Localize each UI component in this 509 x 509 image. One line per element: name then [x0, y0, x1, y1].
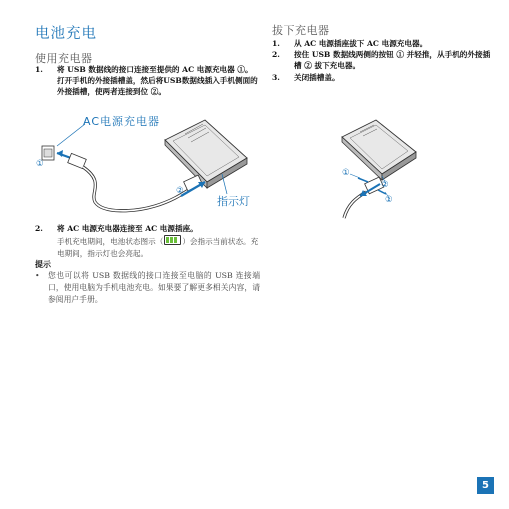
step-text: 按住 USB 数据线两侧的按钮 ① 并轻推，从手机的外接插槽 ② 拔下充电器。: [294, 50, 491, 71]
phone-icon: [165, 120, 247, 188]
step-number: 1.: [272, 39, 280, 48]
step-text: 将 AC 电源充电器连接至 AC 电源插座。: [57, 224, 198, 233]
right-step-1: [272, 38, 494, 49]
ac-charger-icon: [42, 146, 54, 160]
tip-text: 您也可以将 USB 数据线的接口连接至电脑的 USB 连接端口，使用电脑为手机电池充电。如果要了解更多相关内容，请参阅用户手册。: [48, 271, 260, 304]
step-number: 2.: [272, 50, 280, 59]
subhead-use-charger: 使用充电器: [35, 52, 93, 65]
battery-status-icon: [164, 235, 181, 245]
step-2-note: [57, 235, 260, 259]
step-text: 从 AC 电源插座拔下 AC 电源充电器。: [294, 39, 428, 48]
marker-1: ①: [36, 159, 44, 169]
left-step-1: [35, 64, 260, 98]
right-marker-1b: ①: [385, 195, 393, 205]
right-marker-1a: ①: [342, 168, 350, 178]
bullet: •: [35, 271, 40, 280]
unplug-illustration: [330, 112, 450, 222]
step-number: 3.: [272, 73, 280, 82]
tip-label: 提示: [35, 260, 51, 269]
right-step-3: [272, 72, 494, 83]
phone-icon: [342, 120, 416, 180]
right-step-2: [272, 49, 494, 71]
tip-bullet-item: [35, 270, 260, 305]
section-title: 电池充电: [35, 26, 97, 42]
note-text-after: ）会指示当前状态。充电期间，指示灯也会亮起。: [57, 237, 259, 258]
page-number: 5: [477, 477, 494, 494]
step-text: 将 USB 数据线的接口连接至提供的 AC 电源充电器 ①。打开手机的外接插槽盖，然后将USB数据线插入手机侧面的外接插槽，使两者连接到位 ②。: [57, 65, 258, 97]
subhead-unplug-charger: 拔下充电器: [272, 24, 330, 37]
marker-2: ②: [176, 186, 184, 196]
indicator-label: 指示灯: [217, 195, 250, 208]
step-number: 2.: [35, 224, 43, 233]
right-marker-2: ②: [381, 180, 389, 190]
left-step-2: [35, 223, 260, 234]
step-text: 关闭插槽盖。: [294, 73, 340, 82]
note-text-before: 手机充电期间，电池状态图示（: [57, 237, 164, 246]
ac-charger-label: AC电源充电器: [83, 115, 161, 128]
step-number: 1.: [35, 65, 43, 74]
